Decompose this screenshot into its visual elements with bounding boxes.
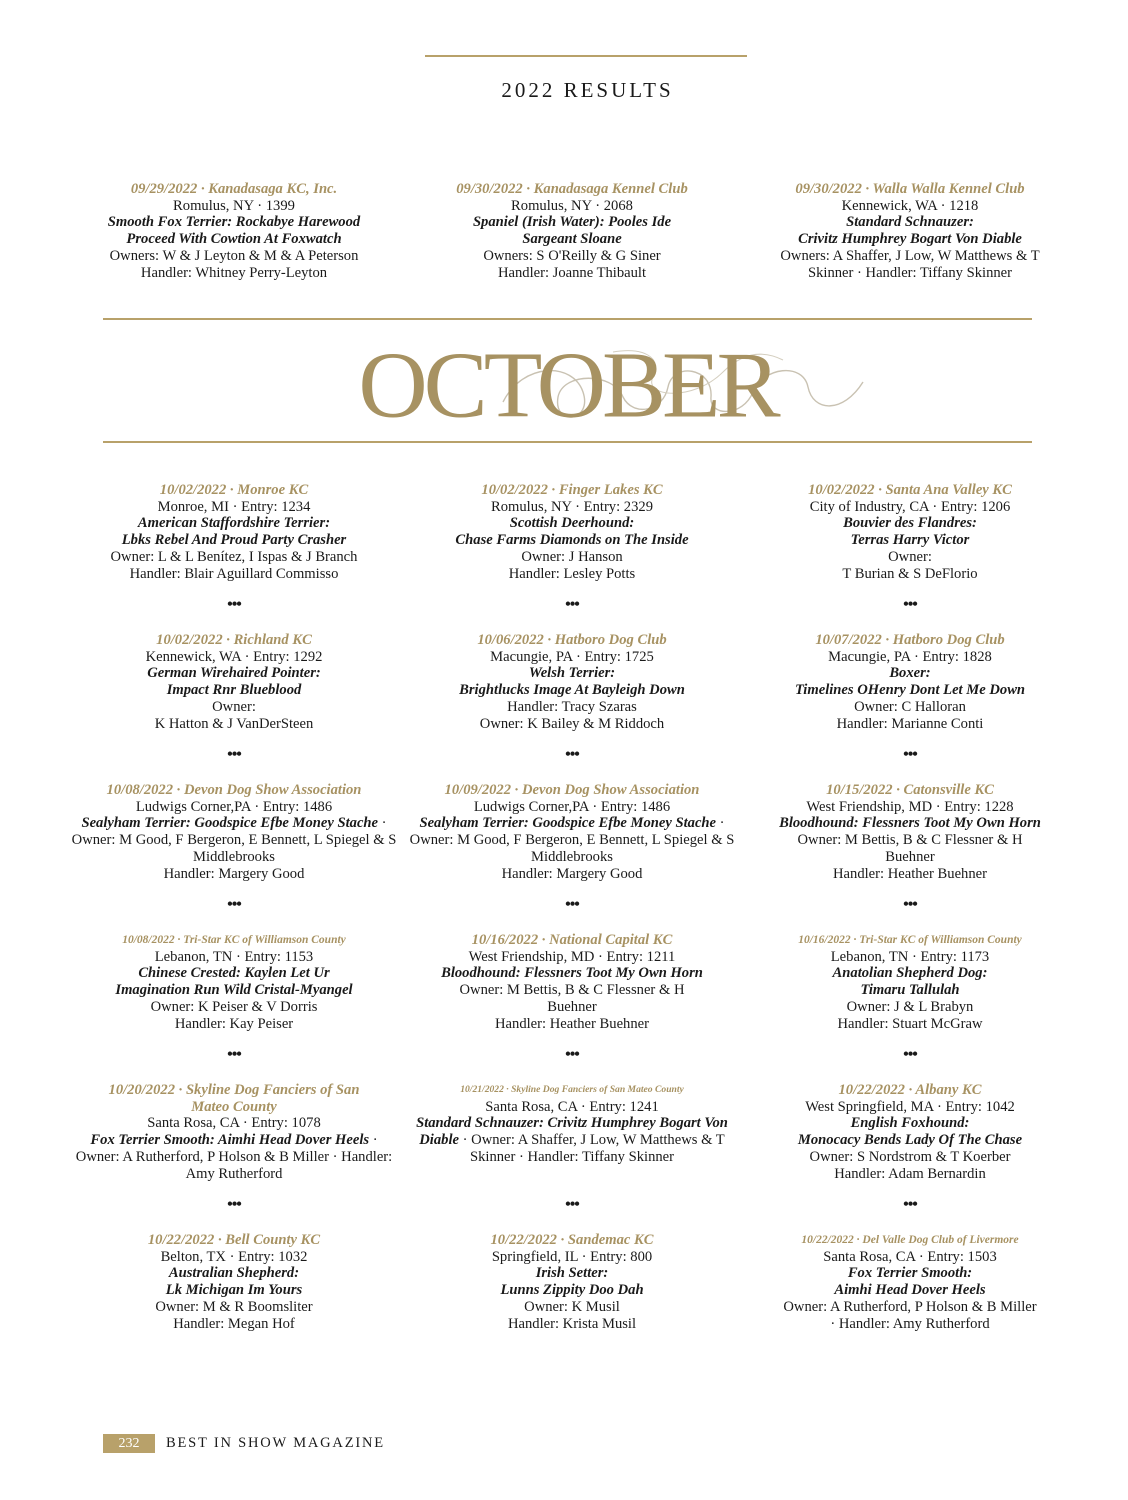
entry-details [403, 815, 741, 865]
separator-dots: ••• [903, 1196, 917, 1213]
entry-owners: Owner: M & R Boomsliter [155, 1298, 313, 1315]
entry-handler: Handler: Joanne Thibault [497, 264, 647, 281]
entry-location: Lebanon, TN · Entry: 1173 [830, 948, 990, 965]
entry-handler: Handler: Marianne Conti [836, 715, 984, 732]
entry-dog-name: Terras Harry Victor [850, 532, 970, 549]
result-entry [65, 632, 403, 732]
separator-row [65, 746, 1075, 763]
entry-handler: Handler: Blair Aguillard Commisso [129, 565, 339, 582]
entry-owners: Owners: W & J Leyton & M & A Peterson [109, 247, 359, 264]
entry-owners: Owner: L & L Benítez, I Ispas & J Branch [110, 548, 358, 565]
entry-location: Santa Rosa, CA · Entry: 1078 [147, 1115, 321, 1132]
entry-date: 10/08/2022 · Devon Dog Show Association [106, 782, 362, 798]
entry-dog-name: Crivitz Humphrey Bogart Von Diable [798, 231, 1022, 248]
result-entry [741, 932, 1079, 1032]
entry-dog: Fox Terrier Smooth: Aimhi Head Dover Heels [90, 1132, 370, 1149]
entry-dog-breed: German Wirehaired Pointer: [147, 665, 321, 682]
entry-date: 10/16/2022 · Tri-Star KC of Williamson County [798, 934, 1022, 946]
entry-date: 10/22/2022 · Del Valle Dog Club of Livermore [801, 1234, 1019, 1246]
results-row-6 [65, 1232, 1075, 1332]
separator-dots: ••• [227, 596, 241, 613]
entry-owners: Owner: C Halloran [854, 698, 966, 715]
separator-dots: ••• [565, 1196, 579, 1213]
separator-dots: ••• [903, 596, 917, 613]
entry-handler: Handler: Margery Good [501, 865, 643, 882]
entry-handler: Handler: Kay Peiser [174, 1015, 294, 1032]
result-entry [741, 782, 1079, 882]
entry-date: 09/30/2022 · Kanadasaga Kennel Club [456, 181, 688, 197]
month-banner [103, 322, 1032, 440]
entry-date: 10/22/2022 · Albany KC [838, 1082, 982, 1098]
entry-owners: Owner: M Bettis, B & C Flessner & H Buehner [797, 832, 1023, 865]
separator-row [65, 1196, 1075, 1213]
entry-handler: Handler: Megan Hof [173, 1315, 295, 1332]
result-entry [741, 181, 1079, 281]
result-entry [65, 932, 403, 1032]
result-entry [403, 632, 741, 732]
top-entries [65, 181, 1075, 281]
entry-dog-breed: Anatolian Shepherd Dog: [832, 965, 988, 982]
entry-date: 09/30/2022 · Walla Walla Kennel Club [795, 181, 1025, 197]
page-title: 2022 RESULTS [501, 78, 674, 102]
entry-dog-name: Lk Michigan Im Yours [165, 1282, 303, 1299]
entry-location: West Friendship, MD · Entry: 1211 [468, 948, 676, 965]
entry-date: 10/09/2022 · Devon Dog Show Association [444, 782, 700, 798]
page-number: 232 [103, 1434, 155, 1453]
entry-owners: Owner: [212, 698, 256, 715]
entry-date: 10/21/2022 · Skyline Dog Fanciers of San Mateo County [460, 1084, 684, 1095]
entry-dog-breed: Standard Schnauzer: [846, 214, 974, 231]
entry-details [403, 1115, 741, 1165]
entry-location: Kennewick, WA · 1218 [841, 197, 979, 214]
entry-owners: Owner: [888, 548, 932, 565]
entry-location: West Springfield, MA · Entry: 1042 [805, 1098, 1015, 1115]
separator-dots: ••• [227, 1046, 241, 1063]
entry-dog-name: Lunns Zippity Doo Dah [500, 1282, 644, 1299]
separator-dots: ••• [227, 1196, 241, 1213]
result-entry [65, 782, 403, 882]
entry-handler: Handler: Stuart McGraw [837, 1015, 983, 1032]
entry-dog-breed: Scottish Deerhound: [509, 515, 635, 532]
entry-details [65, 1132, 403, 1182]
result-entry [741, 1232, 1079, 1332]
entry-location: Ludwigs Corner,PA · Entry: 1486 [473, 798, 671, 815]
result-entry [65, 181, 403, 281]
entry-date: 10/15/2022 · Catonsville KC [826, 782, 994, 798]
result-entry [741, 1082, 1079, 1182]
entry-date: 10/02/2022 · Monroe KC [159, 482, 309, 498]
entry-dog-breed: English Foxhound: [850, 1115, 970, 1132]
separator-dots: ••• [565, 896, 579, 913]
separator-dots: ••• [903, 1046, 917, 1063]
entry-details [65, 815, 403, 865]
separator-dots: ••• [565, 596, 579, 613]
result-entry [741, 632, 1079, 732]
entry-handler: Handler: Tracy Szaras [507, 698, 637, 715]
entry-dog-breed: American Staffordshire Terrier: [137, 515, 331, 532]
entry-handler: Handler: Margery Good [163, 865, 305, 882]
separator-row [65, 1046, 1075, 1063]
entry-owners: Owners: A Shaffer, J Low, W Matthews & T Skinner · Handler: Tiffany Skinner [780, 247, 1040, 281]
entry-date: 10/20/2022 · Skyline Dog Fanciers of San Mateo County [108, 1082, 360, 1115]
results-row-3 [65, 782, 1075, 882]
entry-dog: Bloodhound: Flessners Toot My Own Horn [779, 815, 1041, 832]
entry-owners: · Owner: A Shaffer, J Low, W Matthews & T Skinner · Handler: Tiffany Skinner [459, 1132, 725, 1165]
entry-dog-breed: Australian Shepherd: [168, 1265, 300, 1282]
result-entry [403, 482, 741, 582]
result-entry [403, 1232, 741, 1332]
entry-location: Springfield, IL · Entry: 800 [491, 1248, 653, 1265]
entry-location: Santa Rosa, CA · Entry: 1503 [823, 1248, 997, 1265]
separator-dots: ••• [903, 746, 917, 763]
entry-owners: Owner: M Bettis, B & C Flessner & H Buehner [459, 982, 685, 1015]
entry-owners: Owner: A Rutherford, P Holson & B Miller · Handler: Amy Rutherford [783, 1298, 1037, 1332]
entry-dog: Sealyham Terrier: Goodspice Efbe Money Stache [81, 815, 379, 832]
entry-dog: Smooth Fox Terrier: Rockabye Harewood Proceed With Cowtion At Foxwatch [107, 214, 361, 248]
entry-handler: Handler: Adam Bernardin [834, 1165, 986, 1182]
entry-dog-name: Brightlucks Image At Bayleigh Down [459, 682, 685, 699]
entry-location: Romulus, NY · 1399 [173, 197, 295, 214]
result-entry [65, 1082, 403, 1182]
entry-location: Lebanon, TN · Entry: 1153 [154, 948, 314, 965]
entry-owners: Owner: J & L Brabyn [846, 998, 974, 1015]
entry-dog: Spaniel (Irish Water): Pooles Ide Sargeant Sloane [472, 214, 672, 248]
results-row-4 [65, 932, 1075, 1032]
entry-dog: Bloodhound: Flessners Toot My Own Horn [441, 965, 703, 982]
entry-owners: · Owner: A Rutherford, P Holson & B Miller · Handler: Amy Rutherford [75, 1132, 393, 1182]
separator-dots: ••• [227, 746, 241, 763]
results-row-5 [65, 1082, 1075, 1182]
entry-owners: Owners: S O'Reilly & G Siner [483, 247, 661, 264]
entry-location: Ludwigs Corner,PA · Entry: 1486 [135, 798, 333, 815]
entry-date: 10/07/2022 · Hatboro Dog Club [815, 632, 1005, 648]
entry-dog-breed: Chinese Crested: Kaylen Let Ur [138, 965, 330, 982]
month-heading: OCTOBER [358, 332, 777, 437]
entry-date: 09/29/2022 · Kanadasaga KC, Inc. [130, 181, 338, 197]
month-rule-bottom [103, 441, 1032, 443]
entry-dog-breed: Fox Terrier Smooth: [847, 1265, 973, 1282]
entry-location: Santa Rosa, CA · Entry: 1241 [485, 1098, 659, 1115]
entry-owners: Owner: S Nordstrom & T Koerber [809, 1148, 1011, 1165]
entry-date: 10/08/2022 · Tri-Star KC of Williamson County [122, 934, 346, 946]
entry-handler: Handler: Heather Buehner [833, 865, 987, 882]
entry-date: 10/16/2022 · National Capital KC [471, 932, 673, 948]
separator-dots: ••• [565, 1046, 579, 1063]
entry-owners: Owner: K Bailey & M Riddoch [479, 715, 665, 732]
entry-date: 10/22/2022 · Bell County KC [147, 1232, 321, 1248]
entry-dog-breed: Bouvier des Flandres: [843, 515, 977, 532]
entry-handler: Handler: Lesley Potts [508, 565, 636, 582]
entry-location: Macungie, PA · Entry: 1828 [828, 648, 992, 665]
entry-owners: · Owner: M Good, F Bergeron, E Bennett, L Spiegel & S Middlebrooks [409, 815, 735, 865]
entry-dog-breed: Boxer: [889, 665, 931, 682]
entry-owners: Owner: J Hanson [521, 548, 623, 565]
magazine-name: BEST IN SHOW MAGAZINE [166, 1435, 385, 1451]
result-entry [65, 482, 403, 582]
results-row-1 [65, 482, 1075, 582]
result-entry [403, 1082, 741, 1182]
entry-location: Macungie, PA · Entry: 1725 [490, 648, 654, 665]
separator-row [65, 896, 1075, 913]
entry-dog-breed: Welsh Terrier: [528, 665, 616, 682]
entry-dog: Sealyham Terrier: Goodspice Efbe Money Stache [419, 815, 717, 832]
entry-owners: · Owner: M Good, F Bergeron, E Bennett, L Spiegel & S Middlebrooks [71, 815, 397, 865]
entry-dog-name: Timaru Tallulah [860, 982, 960, 999]
entry-location: Romulus, NY · 2068 [511, 197, 633, 214]
entry-dog-breed: Irish Setter: [535, 1265, 609, 1282]
entry-date: 10/02/2022 · Santa Ana Valley KC [808, 482, 1012, 498]
entry-owners: Owner: K Musil [524, 1298, 620, 1315]
entry-date: 10/22/2022 · Sandemac KC [490, 1232, 654, 1248]
results-row-2 [65, 632, 1075, 732]
separator-dots: ••• [903, 896, 917, 913]
entry-handler: Handler: Whitney Perry-Leyton [140, 264, 328, 281]
entry-owners: Owner: K Peiser & V Dorris [150, 998, 318, 1015]
entry-handler: Handler: Krista Musil [507, 1315, 637, 1332]
result-entry [741, 482, 1079, 582]
result-entry [403, 932, 741, 1032]
entry-dog-name: Aimhi Head Dover Heels [834, 1282, 986, 1299]
separator-dots: ••• [565, 746, 579, 763]
result-entry [403, 181, 741, 281]
result-entry [65, 1232, 403, 1332]
entry-owners-names: T Burian & S DeFlorio [842, 565, 978, 582]
separator-row [65, 596, 1075, 613]
month-rule-top [103, 318, 1032, 320]
entry-dog: Standard Schnauzer: Crivitz Humphrey Bogart Von Diable [416, 1115, 728, 1149]
entry-dog-name: Impact Rnr Blueblood [166, 682, 302, 699]
separator-dots: ••• [227, 896, 241, 913]
entry-date: 10/06/2022 · Hatboro Dog Club [477, 632, 667, 648]
entry-location: Belton, TX · Entry: 1032 [160, 1248, 308, 1265]
entry-location: Kennewick, WA · Entry: 1292 [145, 648, 323, 665]
entry-handler: Handler: Heather Buehner [495, 1015, 649, 1032]
entry-dog-name: Imagination Run Wild Cristal-Myangel [115, 982, 353, 999]
header-rule [425, 55, 747, 57]
entry-date: 10/02/2022 · Finger Lakes KC [481, 482, 663, 498]
entry-location: City of Industry, CA · Entry: 1206 [809, 498, 1011, 515]
entry-location: Monroe, MI · Entry: 1234 [157, 498, 311, 515]
entry-dog-name: Timelines OHenry Dont Let Me Down [794, 682, 1026, 699]
entry-dog-name: Lbks Rebel And Proud Party Crasher [121, 532, 347, 549]
entry-dog-name: Monocacy Bends Lady Of The Chase [797, 1132, 1023, 1149]
entry-date: 10/02/2022 · Richland KC [156, 632, 312, 648]
result-entry [403, 782, 741, 882]
entry-owners-names: K Hatton & J VanDerSteen [154, 715, 314, 732]
entry-dog-name: Chase Farms Diamonds on The Inside [455, 532, 689, 549]
entry-location: West Friendship, MD · Entry: 1228 [806, 798, 1014, 815]
entry-location: Romulus, NY · Entry: 2329 [490, 498, 653, 515]
